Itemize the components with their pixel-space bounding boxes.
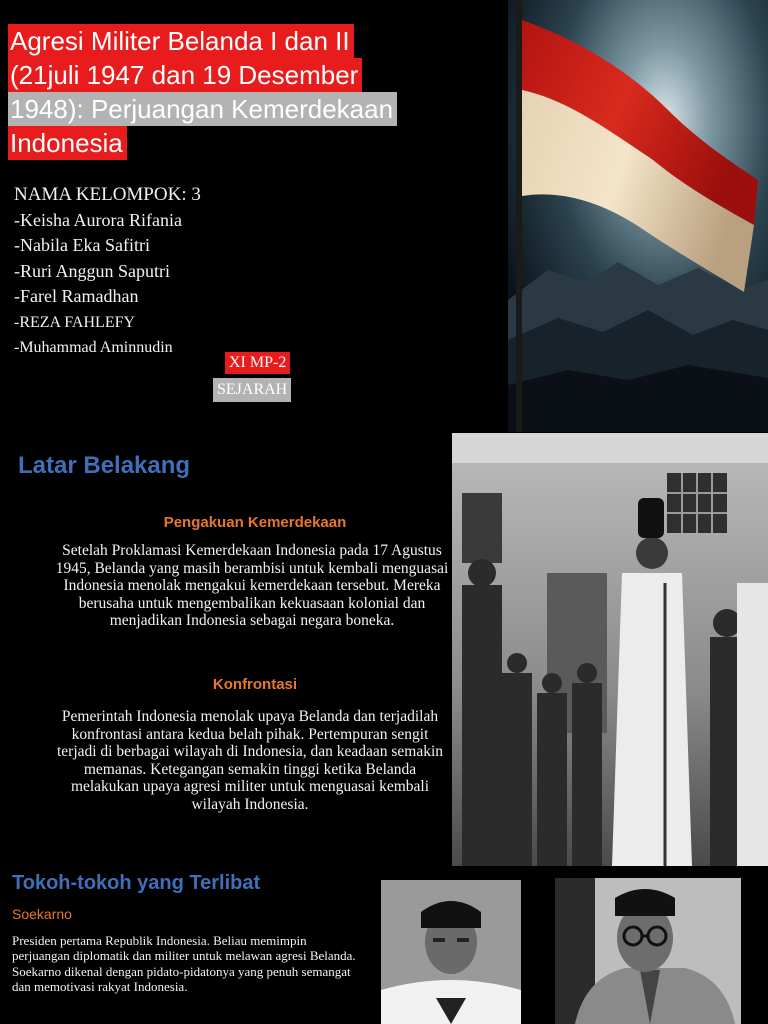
- member-item: -Ruri Anggun Saputri: [14, 260, 170, 281]
- paragraph-recognition: Setelah Proklamasi Kemerdekaan Indonesia pada 17 Agustus 1945, Belanda yang masih berambisi untuk kembali menguasai Indonesia menolak mengakui kemerdekaan tersebut. Mereka berusaha untuk mengembalikan kekuasaan kolonial dan menjadikan Indonesia sebagai negara boneka.: [55, 542, 449, 630]
- section-title-background: Latar Belakang: [18, 452, 191, 479]
- hatta-portrait-image: [555, 878, 741, 1024]
- subheading-confrontation: Konfrontasi: [212, 676, 298, 693]
- paragraph-confrontation: Pemerintah Indonesia menolak upaya Belanda dan terjadilah konfrontasi antara kedua belah pihak. Pertempuran sengit terjadi di berbagai wilayah di Indonesia, dan keadaan semakin memanas. Ketegangan semakin tinggi ketika Belanda melakukan upaya agresi militer untuk menguasai kembali wilayah Indonesia.: [56, 708, 444, 813]
- group-heading: NAMA KELOMPOK: 3: [14, 184, 201, 205]
- title-line-1: Agresi Militer Belanda I dan II: [8, 24, 354, 58]
- member-item: -Muhammad Aminnudin: [14, 339, 173, 356]
- proclamation-ceremony-image: [452, 433, 768, 866]
- indonesian-flag-image: [508, 0, 768, 432]
- member-item: -Farel Ramadhan: [14, 286, 139, 306]
- member-item: -REZA FAHLEFY: [14, 313, 136, 331]
- group-members: [14, 182, 201, 361]
- title-line-4: Indonesia: [8, 126, 127, 160]
- member-item: -Nabila Eka Safitri: [14, 235, 150, 255]
- subject-label: SEJARAH: [213, 378, 291, 402]
- class-label: XI MP-2: [225, 352, 290, 374]
- title-line-3: 1948): Perjuangan Kemerdekaan: [8, 92, 397, 126]
- soekarno-portrait-image: [381, 880, 521, 1024]
- figure-description: Presiden pertama Republik Indonesia. Beliau memimpin perjuangan diplomatik dan militer untuk melawan agresi Belanda. Soekarno dikenal dengan pidato-pidatonya yang penuh semangat dan memotivasi rakyat Indonesia.: [12, 933, 356, 995]
- title-line-2: (21juli 1947 dan 19 Desember: [8, 58, 362, 92]
- section-title-figures: Tokoh-tokoh yang Terlibat: [12, 872, 261, 894]
- page-title: [8, 24, 508, 160]
- figure-name: Soekarno: [12, 906, 72, 922]
- subheading-recognition: Pengakuan Kemerdekaan: [163, 514, 347, 531]
- member-item: -Keisha Aurora Rifania: [14, 209, 182, 230]
